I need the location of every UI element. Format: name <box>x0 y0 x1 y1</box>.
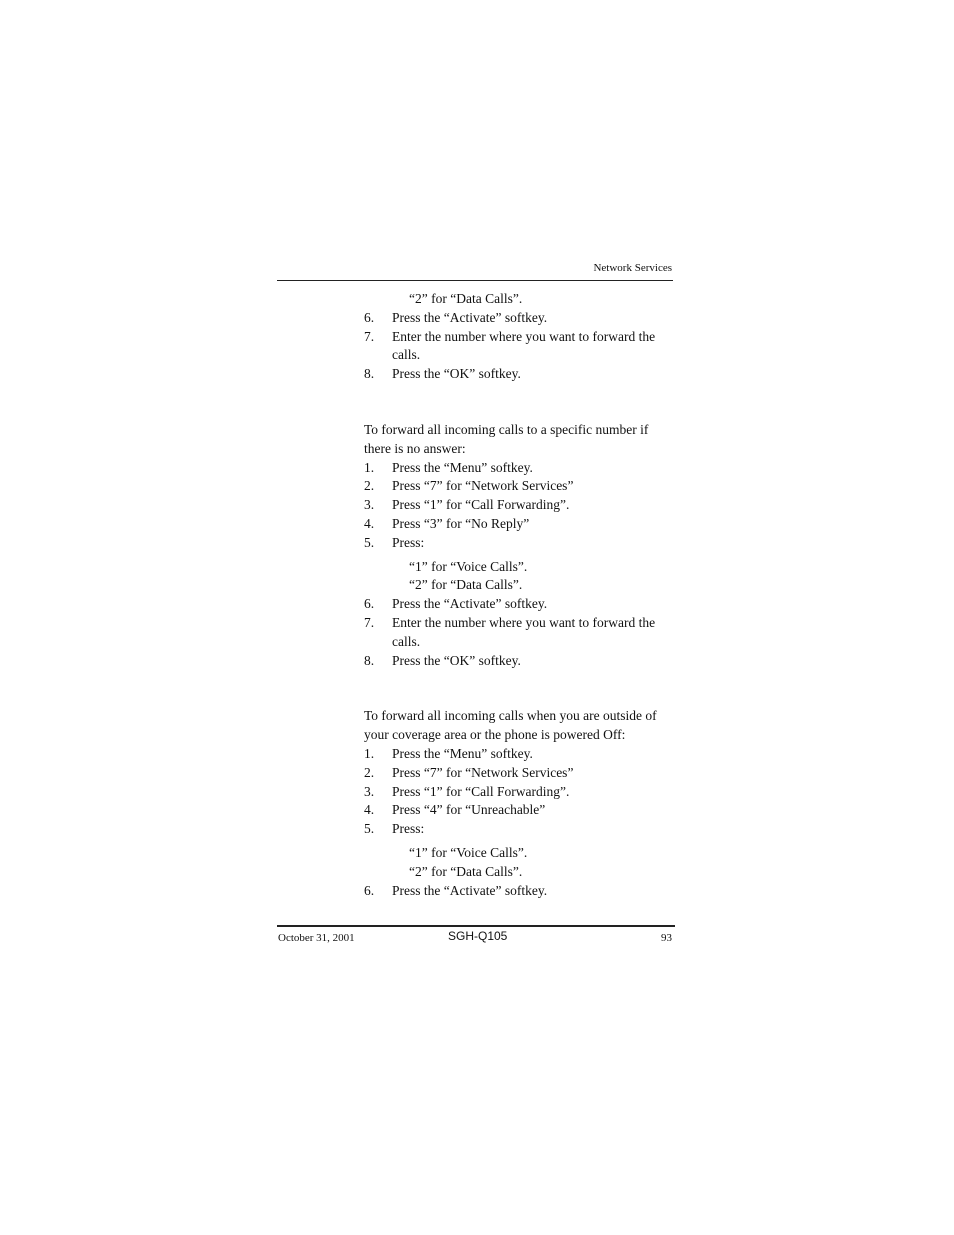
list-item: 4. Press “4” for “Unreachable” <box>364 802 546 818</box>
page-content <box>364 290 676 900</box>
section-intro-unreachable: To forward all incoming calls when you are outside of your coverage area or the phone is powered Off: <box>364 708 657 743</box>
list-item: 2. Press “7” for “Network Services” <box>364 764 574 780</box>
sub-item: “1” for “Voice Calls”. <box>409 558 528 574</box>
sub-item: “2” for “Data Calls”. <box>409 291 523 306</box>
list-item: 5. Press: <box>364 534 425 550</box>
sub-item: “2” for “Data Calls”. <box>409 577 523 593</box>
list-item: 8. Press the “OK” softkey. <box>364 652 521 668</box>
section-intro-no-reply: To forward all incoming calls to a specific number if there is no answer: <box>364 421 649 456</box>
list-item: 1. Press the “Menu” softkey. <box>364 459 533 475</box>
list-item: 5. Press: <box>364 821 425 837</box>
list-item: 2. Press “7” for “Network Services” <box>364 478 574 494</box>
list-item: 6. Press the “Activate” softkey. <box>364 309 548 325</box>
sub-item: “2” for “Data Calls”. <box>409 863 523 879</box>
footer-model: SGH-Q105 <box>448 929 508 943</box>
list-item: 4. Press “3” for “No Reply” <box>364 515 530 531</box>
list-item: 7. Enter the number where you want to forward the calls. <box>364 328 656 363</box>
list-item: 3. Press “1” for “Call Forwarding”. <box>364 497 570 513</box>
sub-item: “1” for “Voice Calls”. <box>409 844 528 860</box>
header-rule <box>277 280 673 281</box>
list-item: 7. Enter the number where you want to forward the calls. <box>364 614 656 649</box>
list-item: 6. Press the “Activate” softkey. <box>364 596 548 612</box>
list-item: 1. Press the “Menu” softkey. <box>364 745 533 761</box>
list-item: 3. Press “1” for “Call Forwarding”. <box>364 783 570 799</box>
footer-date: October 31, 2001 <box>278 932 355 944</box>
footer-rule <box>277 925 675 927</box>
page-number: 93 <box>661 932 672 944</box>
list-item: 6. Press the “Activate” softkey. <box>364 882 548 898</box>
running-header: Network Services <box>593 262 672 274</box>
list-item: 8. Press the “OK” softkey. <box>364 366 521 382</box>
